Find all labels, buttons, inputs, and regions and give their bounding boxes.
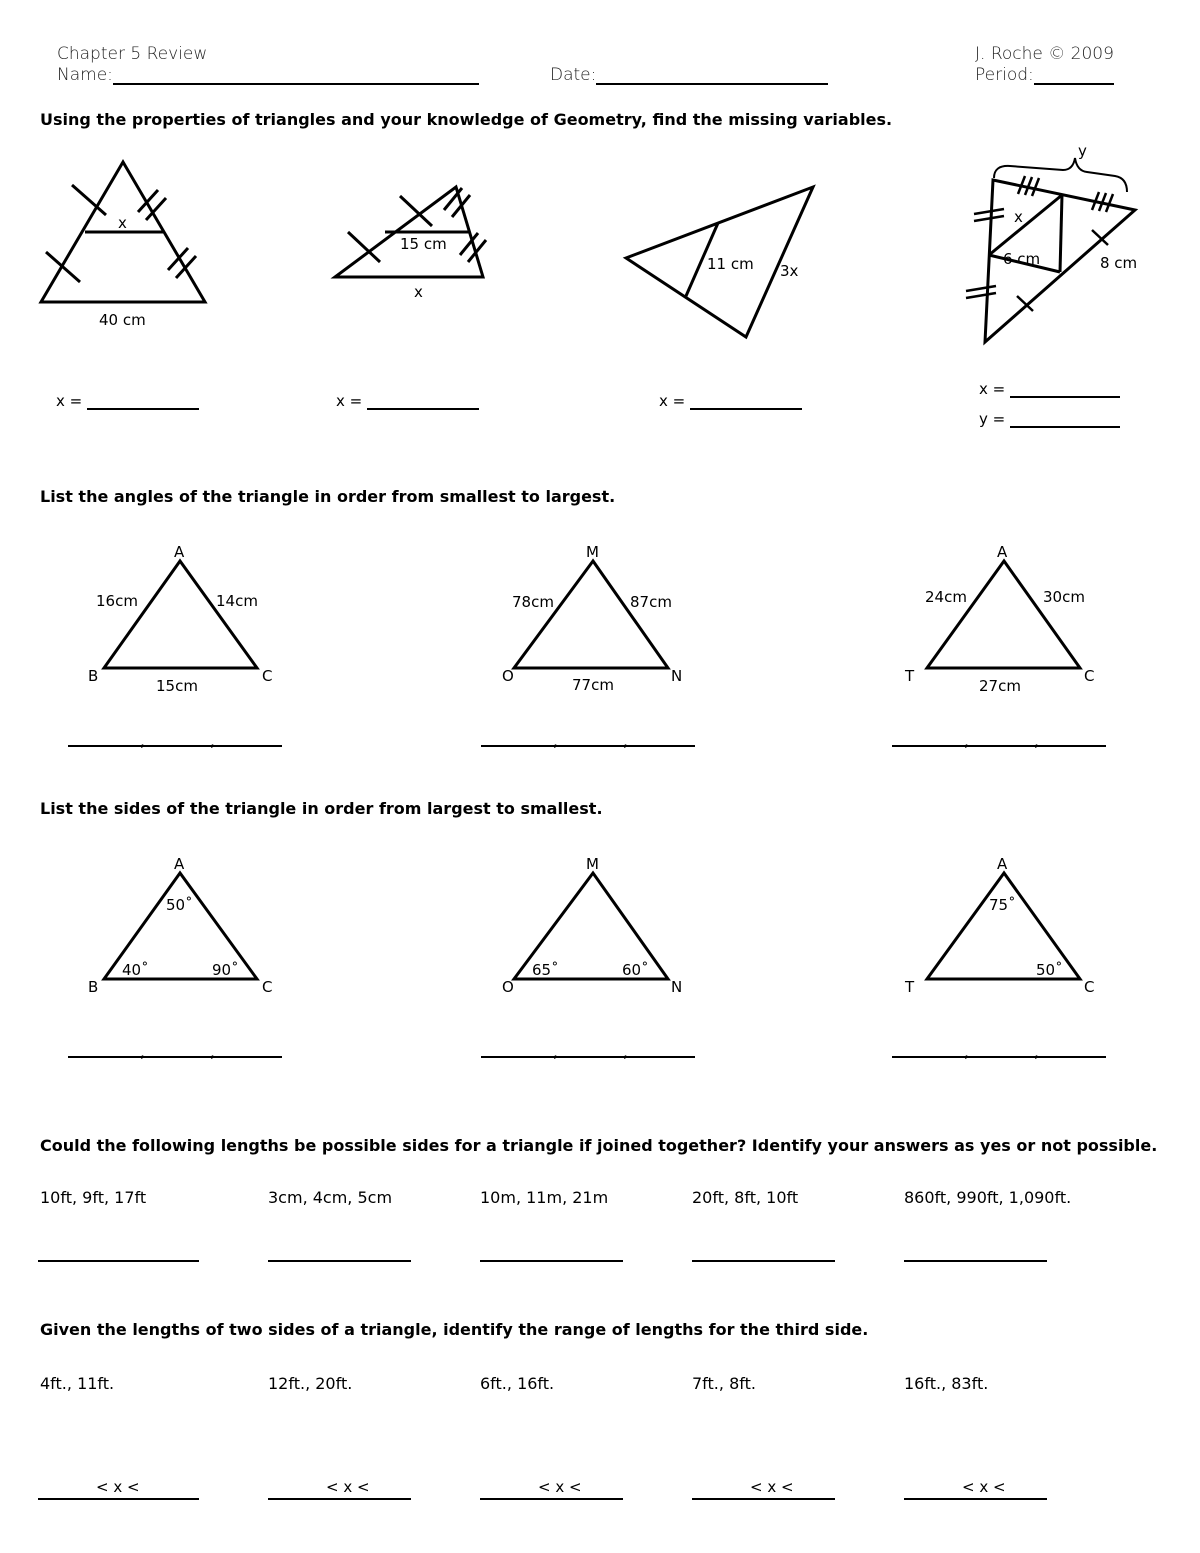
comma-1: , — [964, 1043, 969, 1061]
date-label: Date: — [550, 65, 597, 85]
s3t2-answer-line[interactable] — [481, 1041, 695, 1058]
section1-instruction: Using the properties of triangles and your knowledge of Geometry, find the missing variables. — [40, 110, 893, 129]
s5-item-2: 12ft., 20ft. — [268, 1374, 353, 1393]
s2t3-left: T — [905, 667, 915, 685]
comma-2: , — [623, 1043, 628, 1061]
fig2-mid-label: 15 cm — [400, 235, 447, 253]
author-copyright: J. Roche © 2009 — [975, 44, 1114, 64]
fig1-answer-label: x = — [56, 392, 83, 410]
s2t3-right-side: 30cm — [1043, 588, 1085, 606]
s2t1-answer-line[interactable] — [68, 730, 282, 747]
s2t3-right: C — [1084, 667, 1095, 685]
comma-1: , — [964, 732, 969, 750]
s5-range-3: < x < — [538, 1478, 582, 1496]
s3t3-answer[interactable] — [892, 1041, 1106, 1061]
fig2-x-label: x — [414, 283, 423, 301]
s5-range-1: < x < — [96, 1478, 140, 1496]
comma-1: , — [140, 732, 145, 750]
comma-2: , — [210, 732, 215, 750]
s4-item-4: 20ft, 8ft, 10ft — [692, 1188, 799, 1207]
s5-range-5: < x < — [962, 1478, 1006, 1496]
s4-item-2: 3cm, 4cm, 5cm — [268, 1188, 393, 1207]
s3t1-left: B — [88, 978, 99, 996]
s2t1-top: A — [174, 543, 185, 561]
s2t1-left: B — [88, 667, 99, 685]
s3t2-right-angle: 60˚ — [622, 961, 649, 979]
fig4-x-label: x — [1014, 208, 1023, 226]
s5-range-2: < x < — [326, 1478, 370, 1496]
s3t1-right: C — [262, 978, 273, 996]
section3-instruction: List the sides of the triangle in order from largest to smallest. — [40, 799, 603, 818]
s2t2-answer[interactable] — [481, 730, 695, 750]
s3t1-left-angle: 40˚ — [122, 961, 149, 979]
s2t2-bottom: 77cm — [572, 676, 614, 694]
comma-1: , — [140, 1043, 145, 1061]
name-label: Name: — [57, 65, 113, 85]
s3t3-right: C — [1084, 978, 1095, 996]
s2t2-left-side: 78cm — [512, 593, 554, 611]
s2t3-bottom: 27cm — [979, 677, 1021, 695]
period-label: Period: — [975, 65, 1034, 85]
s3t3-answer-line[interactable] — [892, 1041, 1106, 1058]
s2t2-right: N — [671, 667, 683, 685]
s3t2-left-angle: 65˚ — [532, 961, 559, 979]
s4-item-3: 10m, 11m, 21m — [480, 1188, 609, 1207]
fig4-side-label: 8 cm — [1100, 254, 1138, 272]
s2t3-left-side: 24cm — [925, 588, 967, 606]
s4-answer-line-5[interactable] — [904, 1244, 1047, 1262]
s2t3-top: A — [997, 543, 1008, 561]
s5-item-1: 4ft., 11ft. — [40, 1374, 115, 1393]
s2t1-left-side: 16cm — [96, 592, 138, 610]
comma-1: , — [553, 732, 558, 750]
s2t2-right-side: 87cm — [630, 593, 672, 611]
s2t2-left: O — [502, 667, 514, 685]
s4-answer-line-3[interactable] — [480, 1244, 623, 1262]
fig4-answer-y-label: y = — [979, 410, 1006, 428]
s3t2-answer[interactable] — [481, 1041, 695, 1061]
s2t1-right-side: 14cm — [216, 592, 258, 610]
s5-item-5: 16ft., 83ft. — [904, 1374, 989, 1393]
fig4-y-label: y — [1078, 142, 1087, 160]
comma-2: , — [1034, 732, 1039, 750]
s3t2-left: O — [502, 978, 514, 996]
s2t1-bottom: 15cm — [156, 677, 198, 695]
s4-answer-line-2[interactable] — [268, 1244, 411, 1262]
fig4-answer-x-label: x = — [979, 380, 1006, 398]
s3t1-top: A — [174, 855, 185, 873]
section2-instruction: List the angles of the triangle in order from smallest to largest. — [40, 487, 616, 506]
s3t3-top-angle: 75˚ — [989, 896, 1016, 914]
fig3-answer-label: x = — [659, 392, 686, 410]
fig3-mid-label: 11 cm — [707, 255, 754, 273]
s4-item-1: 10ft, 9ft, 17ft — [40, 1188, 147, 1207]
s2t1-answer[interactable] — [68, 730, 282, 750]
s4-answer-line-1[interactable] — [38, 1244, 199, 1262]
s3t3-right-angle: 50˚ — [1036, 961, 1063, 979]
fig1-x-label: x — [118, 214, 127, 232]
s2t2-answer-line[interactable] — [481, 730, 695, 747]
s3t1-right-angle: 90˚ — [212, 961, 239, 979]
fig3-side-label: 3x — [780, 262, 799, 280]
comma-2: , — [210, 1043, 215, 1061]
s3t3-left: T — [905, 978, 915, 996]
s3t1-answer[interactable] — [68, 1041, 282, 1061]
comma-2: , — [1034, 1043, 1039, 1061]
s5-item-3: 6ft., 16ft. — [480, 1374, 555, 1393]
s2t2-top: M — [586, 543, 599, 561]
s4-answer-line-4[interactable] — [692, 1244, 835, 1262]
s3t2-right: N — [671, 978, 683, 996]
s2t3-answer-line[interactable] — [892, 730, 1106, 747]
section4-instruction: Could the following lengths be possible sides for a triangle if joined together? Identify your answers as yes or not possible. — [40, 1136, 1158, 1155]
s3t2-top: M — [586, 855, 599, 873]
s3t1-answer-line[interactable] — [68, 1041, 282, 1058]
comma-2: , — [623, 732, 628, 750]
s4-item-5: 860ft, 990ft, 1,090ft. — [904, 1188, 1072, 1207]
s2t3-answer[interactable] — [892, 730, 1106, 750]
fig4-mid-label: 6 cm — [1003, 250, 1041, 268]
s5-range-4: < x < — [750, 1478, 794, 1496]
chapter-title: Chapter 5 Review — [57, 44, 208, 64]
s2t1-right: C — [262, 667, 273, 685]
fig2-answer-label: x = — [336, 392, 363, 410]
fig1-base-label: 40 cm — [99, 311, 146, 329]
section5-instruction: Given the lengths of two sides of a triangle, identify the range of lengths for the third side. — [40, 1320, 869, 1339]
s5-item-4: 7ft., 8ft. — [692, 1374, 756, 1393]
comma-1: , — [553, 1043, 558, 1061]
s3t1-top-angle: 50˚ — [166, 896, 193, 914]
s3t3-top: A — [997, 855, 1008, 873]
